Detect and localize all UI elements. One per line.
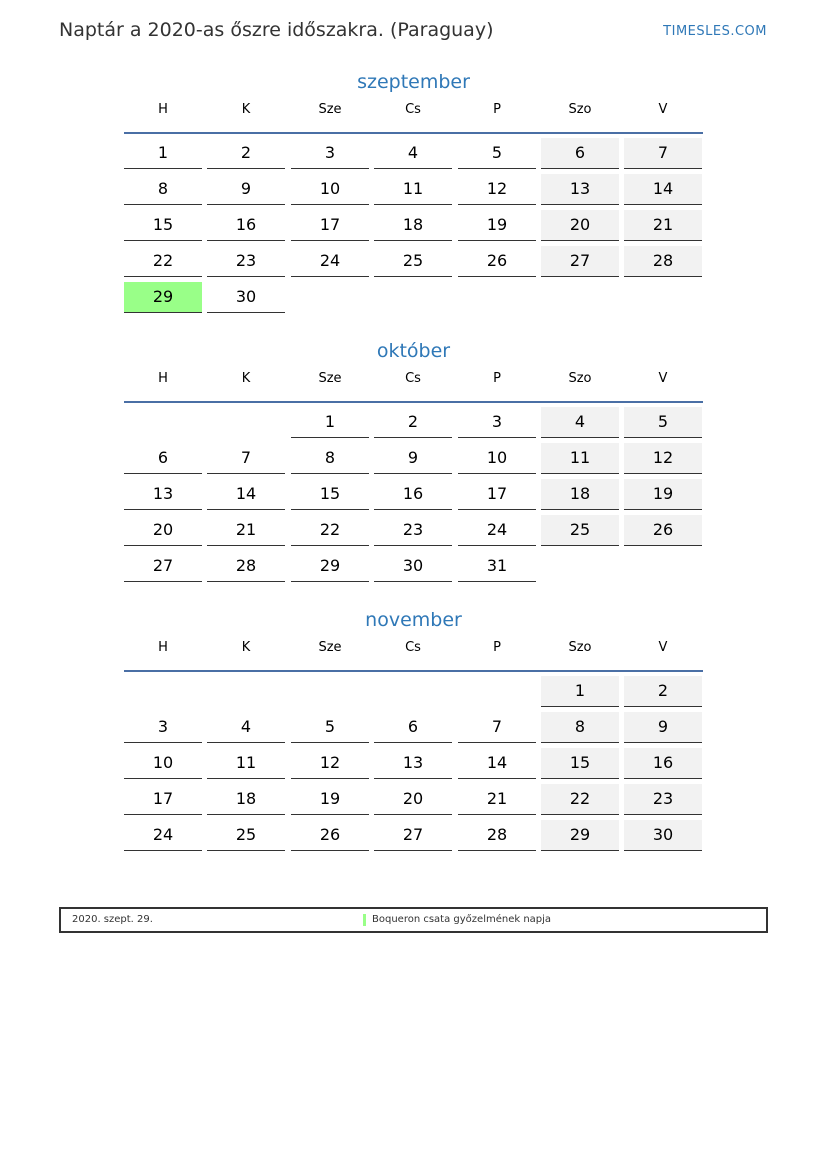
weekday-label: P (493, 640, 501, 655)
day-cell: 7 (458, 712, 536, 743)
day-cell: 12 (458, 174, 536, 205)
day-cell: 24 (458, 515, 536, 546)
weekday-label: H (158, 640, 168, 655)
day-cell: 25 (207, 820, 285, 851)
day-cell: 27 (541, 246, 619, 277)
weekday-header (124, 368, 703, 403)
weekday-label: Szo (568, 371, 592, 386)
day-cell: 27 (374, 820, 452, 851)
legend-color-marker (363, 914, 366, 926)
day-cell: 9 (624, 712, 702, 743)
day-cell: 23 (207, 246, 285, 277)
day-cell: 14 (624, 174, 702, 205)
month-calendar (124, 608, 703, 844)
day-cell: 15 (291, 479, 369, 510)
day-cell: 11 (207, 748, 285, 779)
day-cell: 18 (541, 479, 619, 510)
day-cell: 4 (207, 712, 285, 743)
day-cell: 12 (291, 748, 369, 779)
day-cell: 8 (541, 712, 619, 743)
holiday-legend (59, 907, 768, 933)
day-cell: 1 (124, 138, 202, 169)
day-cell: 8 (291, 443, 369, 474)
day-cell: 10 (291, 174, 369, 205)
day-cell: 15 (541, 748, 619, 779)
day-cell: 6 (124, 443, 202, 474)
weekday-label: P (493, 371, 501, 386)
weekday-label: K (241, 102, 251, 117)
day-cell: 16 (624, 748, 702, 779)
weekday-label: H (158, 371, 168, 386)
weekday-label: V (658, 371, 668, 386)
day-cell: 13 (374, 748, 452, 779)
day-cell: 26 (624, 515, 702, 546)
day-cell: 28 (458, 820, 536, 851)
day-cell: 2 (374, 407, 452, 438)
day-cell: 13 (541, 174, 619, 205)
day-cell: 22 (541, 784, 619, 815)
day-cell: 9 (207, 174, 285, 205)
month-calendar (124, 70, 703, 306)
day-cell: 6 (541, 138, 619, 169)
day-cell: 28 (207, 551, 285, 582)
day-cell: 12 (624, 443, 702, 474)
day-cell: 3 (458, 407, 536, 438)
day-cell: 15 (124, 210, 202, 241)
weekday-label: V (658, 102, 668, 117)
day-cell: 24 (124, 820, 202, 851)
day-cell: 19 (291, 784, 369, 815)
day-cell: 17 (124, 784, 202, 815)
weekday-label: Szo (568, 640, 592, 655)
day-cell: 18 (374, 210, 452, 241)
day-cell: 9 (374, 443, 452, 474)
day-cell: 5 (291, 712, 369, 743)
day-cell: 5 (458, 138, 536, 169)
day-cell: 26 (291, 820, 369, 851)
day-cell: 10 (458, 443, 536, 474)
day-cell: 5 (624, 407, 702, 438)
day-cell: 2 (207, 138, 285, 169)
day-cell: 16 (207, 210, 285, 241)
day-cell: 16 (374, 479, 452, 510)
legend-holiday-name: Boqueron csata győzelmének napja (372, 914, 552, 925)
day-cell: 19 (624, 479, 702, 510)
day-cell: 19 (458, 210, 536, 241)
month-calendar (124, 339, 703, 575)
day-cell: 20 (374, 784, 452, 815)
page-title: Naptár a 2020-as őszre időszakra. (Paraguay) (59, 19, 494, 41)
weekday-label: Sze (318, 640, 342, 655)
day-cell: 8 (124, 174, 202, 205)
day-cell: 1 (291, 407, 369, 438)
day-cell: 6 (374, 712, 452, 743)
day-cell: 3 (291, 138, 369, 169)
weekday-label: Sze (318, 102, 342, 117)
day-cell: 24 (291, 246, 369, 277)
weekday-label: Cs (405, 102, 421, 117)
day-cell: 11 (374, 174, 452, 205)
day-cell: 4 (374, 138, 452, 169)
weekday-label: K (241, 371, 251, 386)
day-cell: 13 (124, 479, 202, 510)
month-title: október (376, 340, 451, 362)
day-cell: 21 (458, 784, 536, 815)
day-cell: 22 (124, 246, 202, 277)
weekday-label: Cs (405, 371, 421, 386)
weekday-label: V (658, 640, 668, 655)
day-cell: 23 (624, 784, 702, 815)
day-cell: 3 (124, 712, 202, 743)
day-cell: 18 (207, 784, 285, 815)
day-cell: 21 (207, 515, 285, 546)
month-title: november (365, 609, 462, 631)
weekday-header (124, 637, 703, 672)
day-cell-holiday: 29 (124, 282, 202, 313)
day-cell: 4 (541, 407, 619, 438)
legend-date: 2020. szept. 29. (72, 914, 153, 925)
day-cell: 10 (124, 748, 202, 779)
day-cell: 17 (458, 479, 536, 510)
weekday-label: Szo (568, 102, 592, 117)
day-cell: 23 (374, 515, 452, 546)
day-cell: 1 (541, 676, 619, 707)
weekday-label: Cs (405, 640, 421, 655)
day-cell: 26 (458, 246, 536, 277)
day-cell: 22 (291, 515, 369, 546)
day-cell: 29 (291, 551, 369, 582)
day-cell: 21 (624, 210, 702, 241)
day-cell: 25 (374, 246, 452, 277)
day-cell: 25 (541, 515, 619, 546)
day-cell: 27 (124, 551, 202, 582)
day-cell: 7 (624, 138, 702, 169)
month-title: szeptember (357, 71, 470, 93)
weekday-label: Sze (318, 371, 342, 386)
brand-link[interactable]: TIMESLES.COM (663, 24, 767, 39)
day-cell: 7 (207, 443, 285, 474)
day-cell: 17 (291, 210, 369, 241)
day-cell: 30 (624, 820, 702, 851)
day-cell: 2 (624, 676, 702, 707)
day-cell: 14 (207, 479, 285, 510)
day-cell: 30 (374, 551, 452, 582)
day-cell: 11 (541, 443, 619, 474)
weekday-label: K (241, 640, 251, 655)
weekday-label: H (158, 102, 168, 117)
day-cell: 20 (124, 515, 202, 546)
day-cell: 14 (458, 748, 536, 779)
day-cell: 31 (458, 551, 536, 582)
day-cell: 29 (541, 820, 619, 851)
day-cell: 28 (624, 246, 702, 277)
weekday-header (124, 99, 703, 134)
day-cell: 20 (541, 210, 619, 241)
day-cell: 30 (207, 282, 285, 313)
weekday-label: P (493, 102, 501, 117)
